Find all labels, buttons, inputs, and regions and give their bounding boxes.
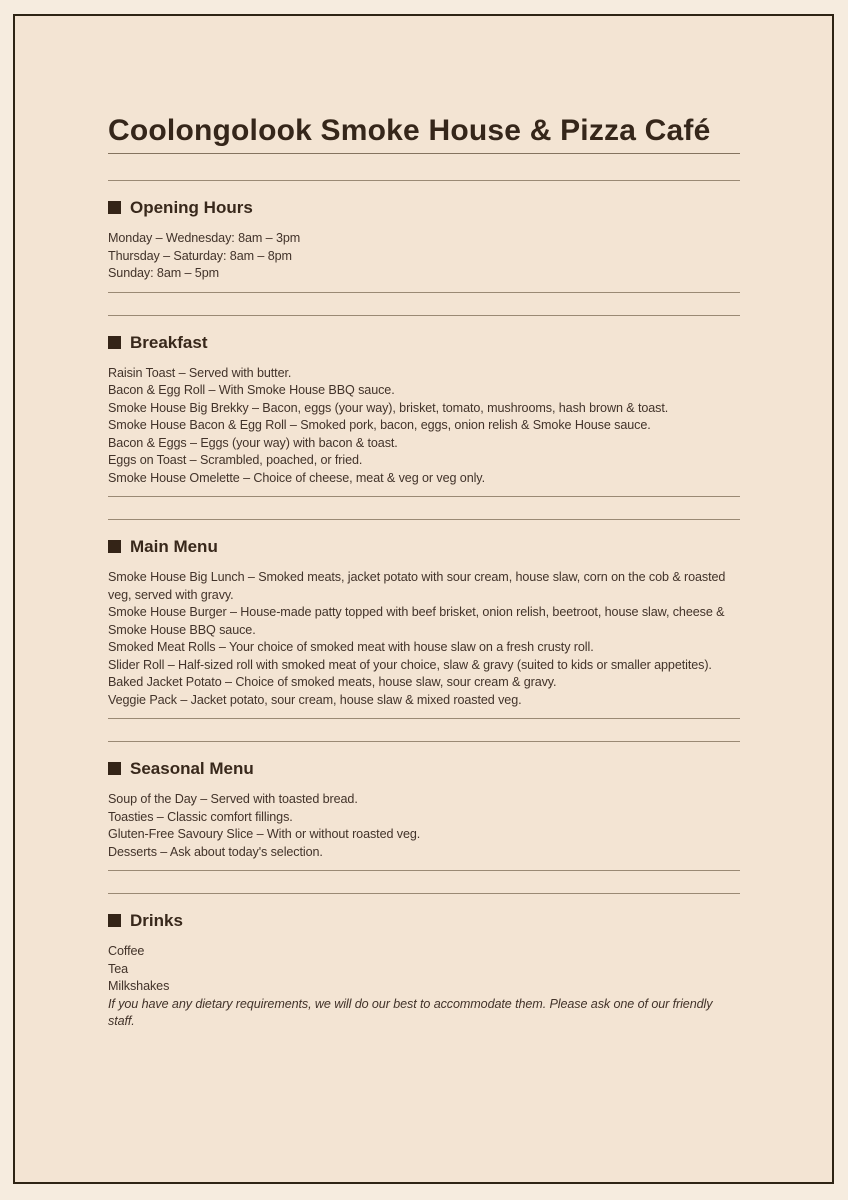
menu-item: Bacon & Eggs – Eggs (your way) with bacon & toast. [108,435,398,450]
drinks-list [108,943,740,1031]
opening-hours-line: Sunday: 8am – 5pm [108,266,220,280]
section-heading-opening-hours [108,197,740,218]
section-heading-label: Drinks [130,911,183,930]
section-opening-hours [108,180,740,293]
opening-hours-line: Monday – Wednesday: 8am – 3pm [108,231,301,245]
menu-item: Raisin Toast – Served with butter. [108,365,292,380]
menu-item: Tea [108,961,129,976]
section-heading-drinks [108,910,740,931]
menu-item: Smoke House Burger – House-made patty topped with beef brisket, onion relish, beetroot, house slaw, cheese & Smoke House BBQ sauce. [108,605,725,637]
section-heading-breakfast [108,332,740,353]
seasonal-menu-list [108,791,740,861]
section-seasonal-menu [108,741,740,871]
square-bullet-icon [108,336,121,349]
main-menu-list [108,569,740,709]
menu-item: Soup of the Day – Served with toasted bread. [108,792,358,806]
menu-page-frame [13,14,834,1184]
section-heading-label: Opening Hours [130,198,253,217]
menu-item: Coffee [108,944,145,958]
section-breakfast [108,315,740,498]
square-bullet-icon [108,914,121,927]
menu-item: Milkshakes [108,979,170,993]
menu-item: Smoke House Big Lunch – Smoked meats, jacket potato with sour cream, house slaw, corn on the cob & roasted veg, served with gravy. [108,570,726,602]
section-main-menu [108,519,740,719]
menu-item: Smoke House Big Brekky – Bacon, eggs (your way), brisket, tomato, mushrooms, hash brown & toast. [108,400,669,415]
menu-item: Veggie Pack – Jacket potato, sour cream, house slaw & mixed roasted veg. [108,692,522,707]
menu-item: Smoke House Bacon & Egg Roll – Smoked pork, bacon, eggs, onion relish & Smoke House sauce. [108,418,651,432]
dietary-note: If you have any dietary requirements, we will do our best to accommodate them. Please ask one of our friendly staff. [108,996,713,1028]
menu-item: Eggs on Toast – Scrambled, poached, or fried. [108,453,363,467]
page-title: Coolongolook Smoke House & Pizza Café [108,114,740,154]
section-heading-label: Breakfast [130,332,208,352]
breakfast-list [108,365,740,488]
menu-item: Gluten-Free Savoury Slice – With or without roasted veg. [108,827,421,841]
menu-item: Smoke House Omelette – Choice of cheese, meat & veg or veg only. [108,470,485,485]
section-heading-label: Seasonal Menu [130,759,254,778]
menu-item: Desserts – Ask about today's selection. [108,844,323,859]
menu-item: Smoked Meat Rolls – Your choice of smoked meat with house slaw on a fresh crusty roll. [108,640,594,654]
opening-hours-list [108,230,740,283]
section-heading-label: Main Menu [130,537,218,556]
square-bullet-icon [108,762,121,775]
square-bullet-icon [108,201,121,214]
menu-item: Bacon & Egg Roll – With Smoke House BBQ sauce. [108,383,395,397]
menu-item: Toasties – Classic comfort fillings. [108,809,293,824]
menu-item: Baked Jacket Potato – Choice of smoked meats, house slaw, sour cream & gravy. [108,675,557,689]
section-drinks [108,893,740,1040]
section-heading-main-menu [108,536,740,557]
square-bullet-icon [108,540,121,553]
section-heading-seasonal-menu [108,758,740,779]
opening-hours-line: Thursday – Saturday: 8am – 8pm [108,248,292,263]
menu-item: Slider Roll – Half-sized roll with smoked meat of your choice, slaw & gravy (suited to kids or smaller appetites). [108,657,712,672]
menu-page [15,16,832,1040]
